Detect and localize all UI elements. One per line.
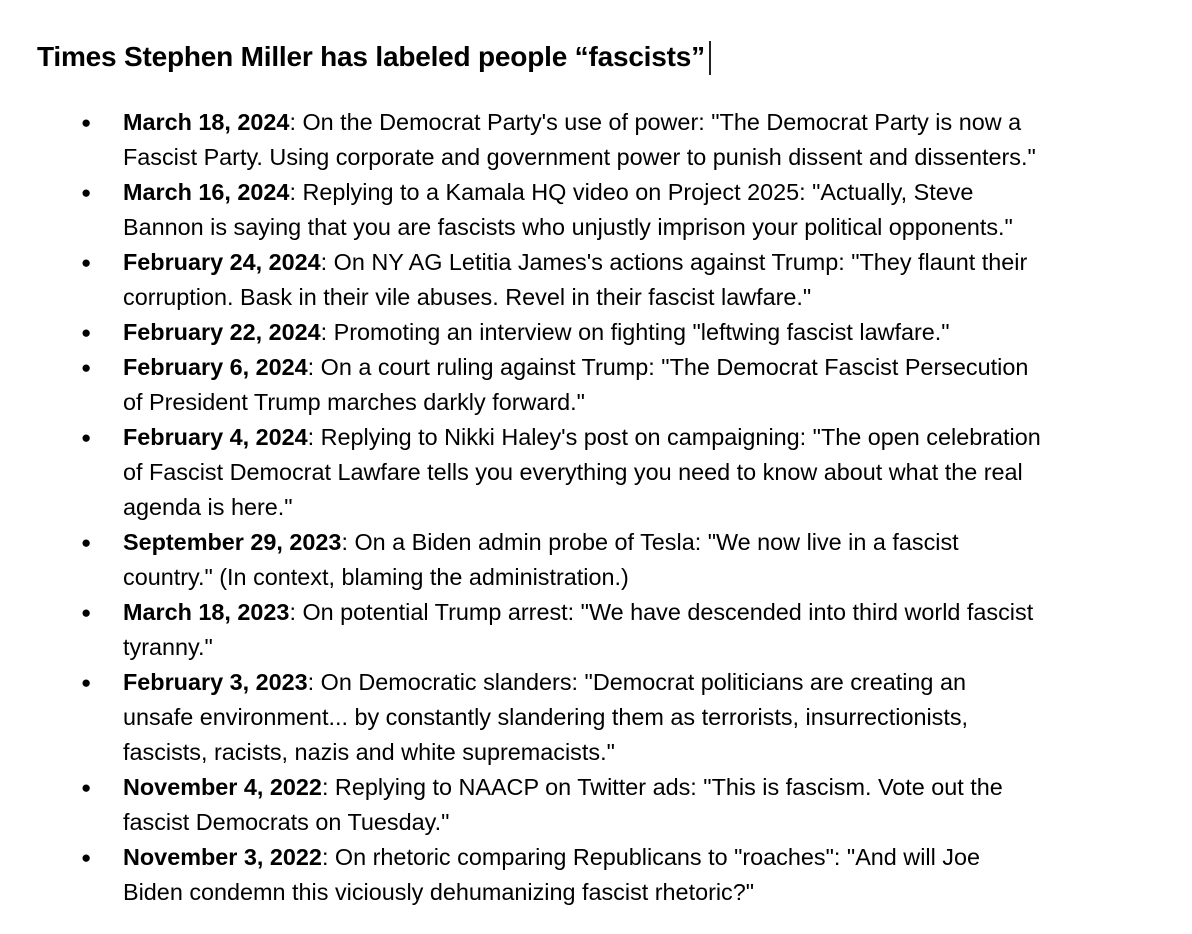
bullet-icon: ● [81,533,92,552]
entry-text: : Promoting an interview on fighting "leftwing fascist lawfare." [320,319,950,345]
list-item[interactable] [0,525,1192,595]
entry-line [123,525,1172,560]
entry-line [123,770,1172,805]
entry-line [123,840,1172,875]
entry-date: February 4, 2024 [123,424,308,450]
bullet-icon: ● [81,358,92,377]
entry-text: : On NY AG Letitia James's actions against Trump: "They flaunt their [320,249,1028,275]
list-item[interactable] [0,245,1192,315]
title-line[interactable] [37,37,711,77]
entry-text: Biden condemn this viciously dehumanizing fascist rhetoric?" [123,879,755,905]
entry-text: : Replying to a Kamala HQ video on Project 2025: "Actually, Steve [289,179,974,205]
entry-text: : Replying to Nikki Haley's post on campaigning: "The open celebration [307,424,1041,450]
entry-text: country." (In context, blaming the administration.) [123,564,629,590]
list-item[interactable] [0,840,1192,910]
list-item[interactable] [0,420,1192,525]
list-item[interactable] [0,350,1192,420]
entry-text: tyranny." [123,634,213,660]
entry-list [0,105,1192,910]
entry-text: : On a court ruling against Trump: "The Democrat Fascist Persecution [307,354,1029,380]
bullet-icon: ● [81,778,92,797]
entry-text: fascist Democrats on Tuesday." [123,809,450,835]
entry-line [123,595,1172,630]
entry-date: March 16, 2024 [123,179,290,205]
entry-text: Fascist Party. Using corporate and government power to punish dissent and dissenters." [123,144,1036,170]
entry-date: March 18, 2024 [123,109,290,135]
entry-line [123,245,1172,280]
bullet-icon: ● [81,323,92,342]
bullet-icon: ● [81,603,92,622]
entry-line [123,315,1172,350]
entry-text: of Fascist Democrat Lawfare tells you everything you need to know about what the real [123,459,1023,485]
entry-line [123,420,1172,455]
entry-text: : On rhetoric comparing Republicans to "roaches": "And will Joe [321,844,981,870]
entry-text: unsafe environment... by constantly slandering them as terrorists, insurrectionists, [123,704,969,730]
entry-text: fascists, racists, nazis and white supremacists." [123,739,615,765]
entry-line [123,105,1172,140]
list-item[interactable] [0,315,1192,350]
entry-date: March 18, 2023 [123,599,290,625]
entry-text: Bannon is saying that you are fascists who unjustly imprison your political opponents." [123,214,1013,240]
entry-text: : On a Biden admin probe of Tesla: "We now live in a fascist [341,529,959,555]
entry-date: September 29, 2023 [123,529,342,555]
bullet-icon: ● [81,183,92,202]
entry-text: : On potential Trump arrest: "We have descended into third world fascist [289,599,1034,625]
list-item[interactable] [0,770,1192,840]
entry-text: corruption. Bask in their vile abuses. Revel in their fascist lawfare." [123,284,812,310]
list-item[interactable] [0,105,1192,175]
bullet-icon: ● [81,253,92,272]
entry-text: of President Trump marches darkly forward." [123,389,585,415]
entry-date: February 22, 2024 [123,319,321,345]
document-title[interactable]: Times Stephen Miller has labeled people “fascists” [37,41,705,72]
entry-text: agenda is here." [123,494,293,520]
entry-line [123,350,1172,385]
bullet-icon: ● [81,113,92,132]
bullet-icon: ● [81,673,92,692]
list-item[interactable] [0,595,1192,665]
entry-date: November 3, 2022 [123,844,322,870]
entry-line [123,175,1172,210]
entry-date: February 24, 2024 [123,249,321,275]
entry-text: : On the Democrat Party's use of power: "The Democrat Party is now a [289,109,1022,135]
bullet-icon: ● [81,428,92,447]
entry-text: : Replying to NAACP on Twitter ads: "This is fascism. Vote out the [321,774,1003,800]
list-item[interactable] [0,665,1192,770]
entry-date: February 6, 2024 [123,354,308,380]
entry-date: November 4, 2022 [123,774,322,800]
entry-date: February 3, 2023 [123,669,308,695]
entry-line [123,665,1172,700]
entry-text: : On Democratic slanders: "Democrat politicians are creating an [307,669,966,695]
bullet-icon: ● [81,848,92,867]
text-cursor [709,41,711,75]
list-item[interactable] [0,175,1192,245]
